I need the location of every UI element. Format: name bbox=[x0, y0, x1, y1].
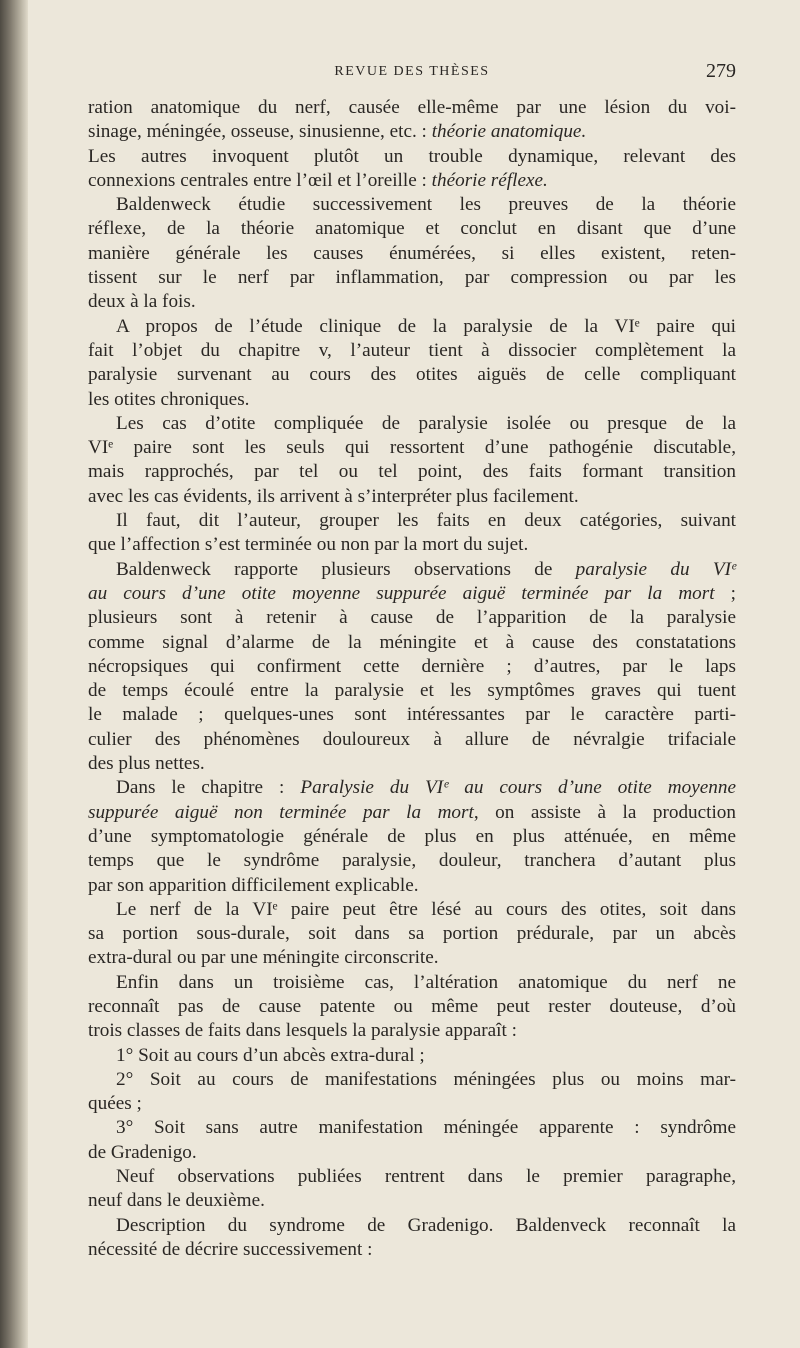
text-segment: Neuf observations publiées rentrent dans le premier paragraphe, bbox=[116, 1166, 736, 1188]
text-segment: VIᵉ paire sont les seuls qui ressortent d’une pathogénie discutable, bbox=[88, 437, 736, 459]
text-segment: quées ; bbox=[88, 1093, 142, 1115]
italic-segment: suppurée aiguë non terminée par la mort bbox=[88, 801, 474, 823]
text-line bbox=[88, 533, 736, 557]
book-spine-shadow bbox=[0, 0, 28, 1348]
text-line bbox=[88, 436, 736, 460]
text-line bbox=[88, 388, 736, 412]
text-line bbox=[88, 922, 736, 946]
text-line bbox=[88, 971, 736, 995]
text-segment: manière générale les causes énumérées, si elles existent, reten- bbox=[88, 242, 736, 264]
text-segment: neuf dans le deuxième. bbox=[88, 1190, 265, 1212]
text-line bbox=[88, 1092, 736, 1116]
text-segment: Baldenweck étudie successivement les preuves de la théorie bbox=[116, 194, 736, 216]
italic-segment: théorie anatomique. bbox=[431, 121, 587, 143]
text-segment: sinage, méningée, osseuse, sinusienne, etc. : bbox=[88, 121, 432, 143]
text-segment: Enfin dans un troisième cas, l’altération anatomique du nerf ne bbox=[116, 971, 736, 993]
text-segment: sa portion sous-durale, soit dans sa portion prédurale, par un abcès bbox=[88, 923, 736, 945]
text-line bbox=[88, 606, 736, 630]
text-segment: reconnaît pas de cause patente ou même peut rester douteuse, d’où bbox=[88, 995, 736, 1017]
text-segment: par son apparition difficilement explicable. bbox=[88, 874, 419, 896]
text-line bbox=[88, 655, 736, 679]
text-line bbox=[88, 825, 736, 849]
text-segment: nécessité de décrire successivement : bbox=[88, 1238, 373, 1260]
text-segment: Il faut, dit l’auteur, grouper les faits en deux catégories, suivant bbox=[116, 510, 736, 532]
text-line bbox=[88, 1165, 736, 1189]
text-line bbox=[88, 703, 736, 727]
italic-segment: au cours d’une otite moyenne suppurée aiguë terminée par la mort bbox=[88, 582, 715, 604]
text-line bbox=[88, 849, 736, 873]
text-line bbox=[88, 801, 736, 825]
text-line bbox=[88, 946, 736, 970]
italic-segment: théorie réflexe. bbox=[431, 169, 548, 191]
text-segment: ; bbox=[714, 582, 736, 604]
text-line bbox=[88, 193, 736, 217]
italic-segment: paralysie du VIᵉ bbox=[575, 558, 736, 580]
page-number: 279 bbox=[706, 60, 736, 82]
text-segment: Les autres invoquent plutôt un trouble dynamique, relevant des bbox=[88, 145, 736, 167]
text-segment: trois classes de faits dans lesquels la paralysie apparaît : bbox=[88, 1020, 517, 1042]
text-line bbox=[88, 1141, 736, 1165]
text-line bbox=[88, 679, 736, 703]
running-title: REVUE DES THÈSES bbox=[334, 64, 490, 79]
text-segment: Les cas d’otite compliquée de paralysie isolée ou presque de la bbox=[116, 412, 736, 434]
text-segment: des plus nettes. bbox=[88, 753, 205, 775]
text-segment: Le nerf de la VIᵉ paire peut être lésé au cours des otites, soit dans bbox=[116, 898, 736, 920]
text-segment: plusieurs sont à retenir à cause de l’apparition de la paralysie bbox=[88, 607, 736, 629]
text-line bbox=[88, 315, 736, 339]
text-segment: réflexe, de la théorie anatomique et conclut en disant que d’une bbox=[88, 218, 736, 240]
text-line bbox=[88, 1214, 736, 1238]
text-line bbox=[88, 1044, 736, 1068]
text-segment: 2° Soit au cours de manifestations méningées plus ou moins mar- bbox=[116, 1068, 736, 1090]
text-line bbox=[88, 898, 736, 922]
text-line bbox=[88, 558, 736, 582]
text-line bbox=[88, 1019, 736, 1043]
text-line bbox=[88, 874, 736, 898]
text-segment: ration anatomique du nerf, causée elle-même par une lésion du voi- bbox=[88, 97, 736, 118]
text-segment: avec les cas évidents, ils arrivent à s’interpréter plus facilement. bbox=[88, 485, 579, 507]
text-segment: Dans le chapitre : bbox=[116, 777, 301, 799]
text-line bbox=[88, 728, 736, 752]
text-line bbox=[88, 145, 736, 169]
text-segment: temps que le syndrôme paralysie, douleur, tranchera d’autant plus bbox=[88, 850, 736, 872]
text-line bbox=[88, 1238, 736, 1262]
text-segment: Baldenweck rapporte plusieurs observations de bbox=[116, 558, 576, 580]
text-line bbox=[88, 509, 736, 533]
text-line bbox=[88, 460, 736, 484]
text-line bbox=[88, 242, 736, 266]
text-line bbox=[88, 582, 736, 606]
body-text bbox=[88, 96, 736, 1262]
text-segment: deux à la fois. bbox=[88, 291, 196, 313]
text-line bbox=[88, 363, 736, 387]
text-segment: , on assiste à la production bbox=[473, 801, 736, 823]
text-segment: paralysie survenant au cours des otites aiguës de celle compliquant bbox=[88, 364, 736, 386]
text-line bbox=[88, 752, 736, 776]
text-segment: 3° Soit sans autre manifestation méningée apparente : syndrôme bbox=[116, 1117, 736, 1139]
text-line bbox=[88, 290, 736, 314]
page-header bbox=[88, 60, 736, 86]
text-line bbox=[88, 96, 736, 120]
text-line bbox=[88, 1068, 736, 1092]
text-segment: 1° Soit au cours d’un abcès extra-dural ; bbox=[116, 1044, 425, 1066]
text-segment: fait l’objet du chapitre v, l’auteur tient à dissocier complètement la bbox=[88, 339, 736, 361]
text-segment: que l’affection s’est terminée ou non par la mort du sujet. bbox=[88, 534, 529, 556]
text-segment: Description du syndrome de Gradenigo. Baldenveck reconnaît la bbox=[116, 1214, 736, 1236]
text-segment: de temps écoulé entre la paralysie et les symptômes graves qui tuent bbox=[88, 680, 736, 702]
text-line bbox=[88, 776, 736, 800]
text-line bbox=[88, 120, 736, 144]
text-line bbox=[88, 1189, 736, 1213]
text-line bbox=[88, 339, 736, 363]
text-segment: d’une symptomatologie générale de plus en plus atténuée, en même bbox=[88, 825, 736, 847]
text-line bbox=[88, 631, 736, 655]
text-line bbox=[88, 217, 736, 241]
text-segment: mais rapprochés, par tel ou tel point, des faits formant transition bbox=[88, 461, 736, 483]
italic-segment: Paralysie du VIᵉ au cours d’une otite moyenne bbox=[300, 777, 736, 799]
text-line bbox=[88, 266, 736, 290]
text-segment: comme signal d’alarme de la méningite et à cause des constatations bbox=[88, 631, 736, 653]
text-line bbox=[88, 1116, 736, 1140]
text-segment: tissent sur le nerf par inflammation, par compression ou par les bbox=[88, 267, 736, 289]
text-line bbox=[88, 412, 736, 436]
text-segment: A propos de l’étude clinique de la paralysie de la VIᵉ paire qui bbox=[116, 315, 736, 337]
text-segment: extra-dural ou par une méningite circonscrite. bbox=[88, 947, 439, 969]
text-line bbox=[88, 995, 736, 1019]
text-segment: le malade ; quelques-unes sont intéressantes par le caractère parti- bbox=[88, 704, 736, 726]
text-segment: connexions centrales entre l’œil et l’oreille : bbox=[88, 169, 432, 191]
text-segment: culier des phénomènes douloureux à allure de névralgie trifaciale bbox=[88, 728, 736, 750]
text-segment: nécropsiques qui confirment cette dernière ; d’autres, par le laps bbox=[88, 655, 736, 677]
text-line bbox=[88, 485, 736, 509]
text-segment: de Gradenigo. bbox=[88, 1141, 197, 1163]
text-line bbox=[88, 169, 736, 193]
text-segment: les otites chroniques. bbox=[88, 388, 250, 410]
